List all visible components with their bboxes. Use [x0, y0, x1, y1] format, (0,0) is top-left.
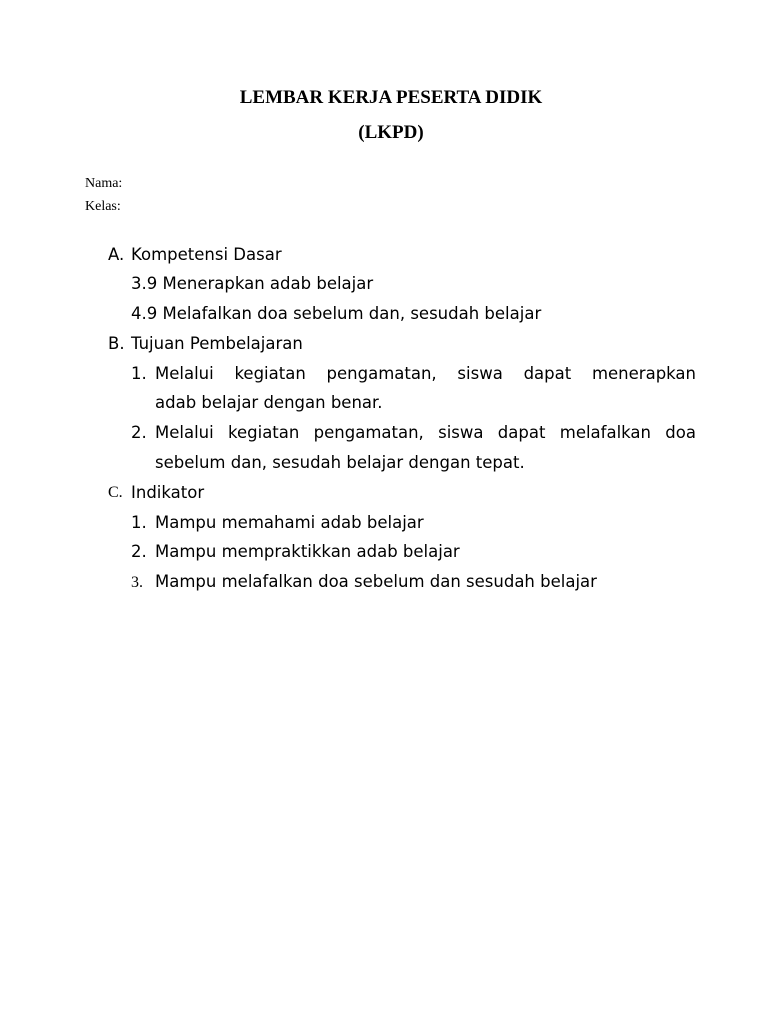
list-item-line: sebelum dan, sesudah belajar dengan tepat. [155, 453, 525, 472]
section-marker: A. [108, 245, 125, 264]
list-item-line: Melalui kegiatan pengamatan, siswa dapat menerapkan [155, 364, 696, 383]
list-item: Mampu memahami adab belajar [155, 513, 424, 532]
name-field-label: Nama: [85, 176, 123, 191]
list-item-marker: 1. [131, 513, 147, 532]
list-item-marker: 1. [131, 364, 147, 383]
list-item-line: Melalui kegiatan pengamatan, siswa dapat melafalkan doa [155, 423, 696, 442]
list-item-marker: 2. [131, 542, 147, 561]
section-heading: Indikator [131, 483, 205, 502]
section-heading: Tujuan Pembelajaran [131, 334, 303, 353]
section-marker: B. [108, 334, 125, 353]
section-heading: Kompetensi Dasar [131, 245, 282, 264]
list-item: Mampu mempraktikkan adab belajar [155, 542, 460, 561]
list-item: 3.9 Menerapkan adab belajar [131, 274, 374, 293]
document-subtitle: (LKPD) [358, 122, 424, 143]
list-item: Mampu melafalkan doa sebelum dan sesudah belajar [155, 572, 597, 591]
list-item-marker: 2. [131, 423, 147, 442]
list-item: 4.9 Melafalkan doa sebelum dan, sesudah belajar [131, 304, 542, 323]
list-item-line: adab belajar dengan benar. [155, 393, 383, 412]
class-field-label: Kelas: [85, 199, 121, 214]
list-item-marker: 3. [131, 574, 143, 591]
document-title: LEMBAR KERJA PESERTA DIDIK [239, 87, 543, 108]
section-marker: C. [108, 484, 123, 501]
